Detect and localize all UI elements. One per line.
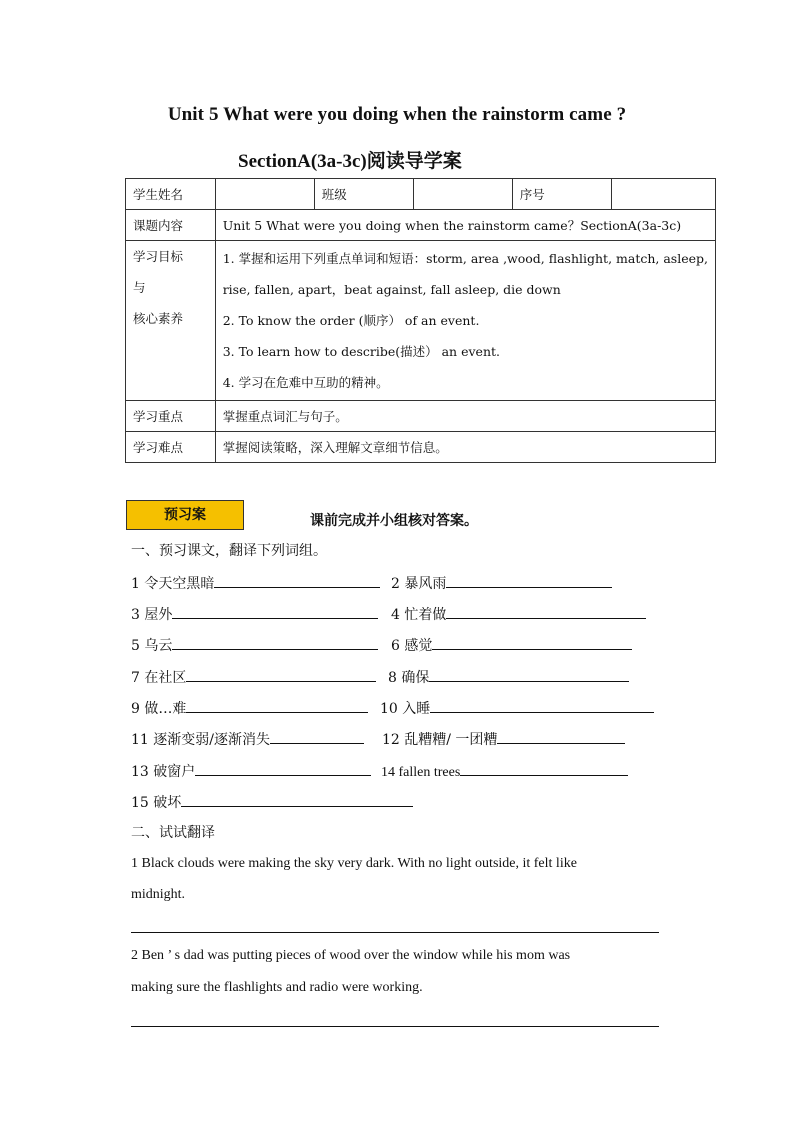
vocab-item-10 [380, 697, 654, 719]
vocab-item-9 [131, 697, 368, 719]
class-label: 班级 [314, 179, 413, 210]
vocab-item-1 [131, 572, 380, 594]
vocab-label: 3 屋外 [131, 607, 173, 623]
title-line-1: Unit 5 What were you doing when the rainstorm came ? [167, 104, 627, 125]
vocab-label: 12 乱糟糟/ 一团糟 [382, 732, 498, 748]
goals-label-1: 学习目标 [133, 249, 184, 264]
sentence-1-line-1: 1 Black clouds were making the sky very dark. With no light outside, it felt like [131, 856, 577, 871]
answer-blank[interactable] [186, 666, 376, 682]
goal-item: rise, fallen, apart，beat against, fall asleep, die down [222, 282, 561, 297]
answer-blank[interactable] [497, 728, 625, 744]
preview-banner: 预习案 [126, 500, 244, 530]
goals-label-2: 与 [133, 280, 146, 295]
vocab-item-12 [382, 728, 625, 750]
focus-value: 掌握重点词汇与句子。 [215, 401, 715, 432]
difficulty-label: 学习难点 [126, 432, 216, 463]
answer-blank[interactable] [181, 791, 413, 807]
answer-blank[interactable] [430, 697, 654, 713]
vocab-item-5 [131, 634, 378, 656]
answer-blank[interactable] [446, 572, 612, 588]
name-label: 学生姓名 [126, 179, 216, 210]
goals-label-3: 核心素养 [133, 311, 184, 326]
answer-blank[interactable] [460, 760, 628, 776]
vocab-item-7 [131, 666, 376, 688]
goal-item: 1. 掌握和运用下列重点单词和短语：storm, area ,wood, flashlight, match, asleep, [222, 251, 708, 266]
vocab-label: 2 暴风雨 [391, 576, 447, 592]
answer-blank[interactable] [214, 572, 380, 588]
vocab-item-15 [131, 791, 413, 813]
info-table [125, 178, 716, 463]
vocab-label: 9 做…难 [131, 701, 187, 717]
vocab-item-6 [391, 634, 632, 656]
answer-blank[interactable] [446, 603, 646, 619]
answer-blank[interactable] [429, 666, 629, 682]
vocab-label: 13 破窗户 [131, 764, 196, 780]
answer-blank[interactable] [186, 697, 368, 713]
vocab-item-8 [388, 666, 629, 688]
topic-value: Unit 5 What were you doing when the rainstorm came？SectionA(3a-3c) [215, 210, 715, 241]
difficulty-value: 掌握阅读策略，深入理解文章细节信息。 [215, 432, 715, 463]
goal-item: 2. To know the order (顺序） of an event. [222, 313, 480, 328]
vocab-label: 4 忙着做 [391, 607, 447, 623]
vocab-item-11 [131, 728, 364, 750]
vocab-label: 11 逐渐变弱/逐渐消失 [131, 732, 270, 748]
focus-label: 学习重点 [126, 401, 216, 432]
vocab-label: 14 fallen trees [381, 765, 461, 780]
vocab-label: 15 破坏 [131, 795, 182, 811]
vocab-item-14 [381, 760, 628, 783]
number-label: 序号 [512, 179, 611, 210]
goal-item: 4. 学习在危难中互助的精神。 [222, 375, 389, 390]
goal-item: 3. To learn how to describe(描述） an event. [222, 344, 500, 359]
answer-blank[interactable] [172, 634, 378, 650]
answer-blank[interactable] [432, 634, 632, 650]
vocab-label: 6 感觉 [391, 638, 433, 654]
vocab-label: 7 在社区 [131, 670, 187, 686]
vocab-item-4 [391, 603, 646, 625]
number-value[interactable] [611, 179, 715, 210]
answer-blank[interactable] [172, 603, 378, 619]
goals-list [215, 241, 715, 401]
sentence-1-line-2: midnight. [131, 887, 186, 902]
sentence-2-line-2: making sure the flashlights and radio were working. [131, 980, 423, 995]
topic-label: 课题内容 [126, 210, 216, 241]
answer-line-1[interactable] [131, 932, 659, 933]
name-value[interactable] [215, 179, 314, 210]
answer-blank[interactable] [270, 728, 364, 744]
section2-heading: 二、试试翻译 [131, 825, 215, 841]
vocab-label: 5 乌云 [131, 638, 173, 654]
vocab-item-2 [391, 572, 612, 594]
vocab-item-13 [131, 760, 371, 782]
vocab-label: 1 令天空黑暗 [131, 576, 215, 592]
vocab-label: 8 确保 [388, 670, 430, 686]
vocab-item-3 [131, 603, 378, 625]
sentence-2-line-1: 2 Ben ’ s dad was putting pieces of wood over the window while his mom was [131, 948, 571, 963]
section1-heading: 一、预习课文，翻译下列词组。 [131, 543, 327, 559]
goals-label [126, 241, 216, 401]
answer-blank[interactable] [195, 760, 371, 776]
class-value[interactable] [413, 179, 512, 210]
title-line-2: SectionA(3a-3c)阅读导学案 [238, 151, 462, 172]
vocab-label: 10 入睡 [380, 701, 431, 717]
answer-line-2[interactable] [131, 1026, 659, 1027]
preview-note: 课前完成并小组核对答案。 [310, 513, 478, 529]
